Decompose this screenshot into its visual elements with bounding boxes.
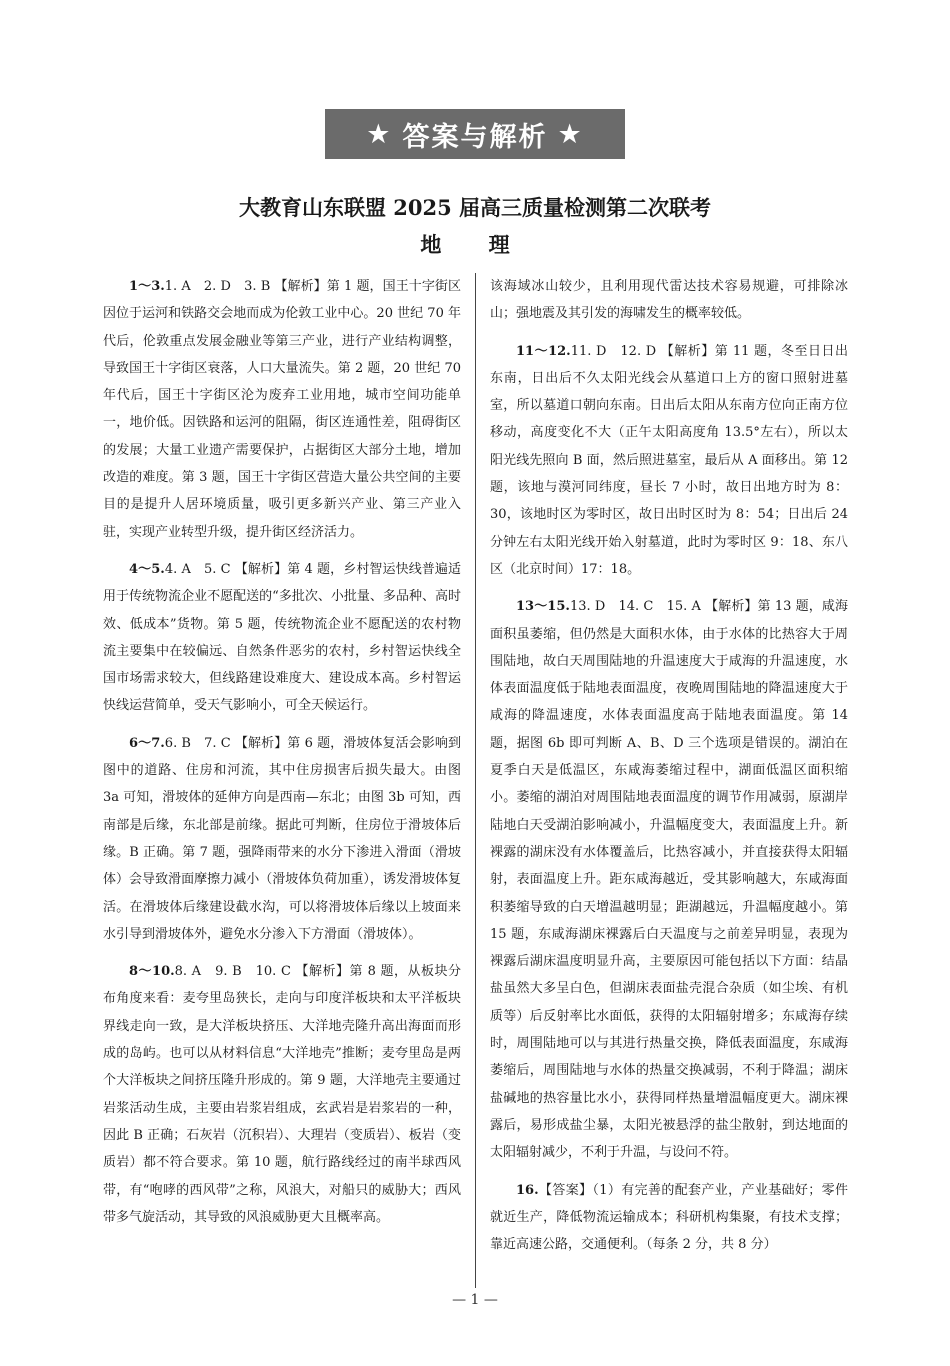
answer-text: 6. B 7. C 【解析】第 6 题，滑坡体复活会影响到图中的道路、住房和河流，其中住房损害后损失最大。由图 3a 可知，滑坡体的延伸方向是西南—东北；由图 3b 可知，西南部是后缘，东北部是前缘。据此可判断，住房位于滑坡体后缘。B 正确。第 7 题，强降雨带来的水分下渗进入滑面（滑坡体）会导致滑面摩擦力减小（滑坡体负荷加重），诱发滑坡体复活。在滑坡体后缘建设截水沟，可以将滑坡体后缘以上坡面来水引导到滑坡体外，避免水分渗入下方滑面（滑坡体）。 <box>103 735 461 942</box>
star-icon: ★ <box>557 118 584 150</box>
question-range: 11～12. <box>516 343 571 359</box>
answer-text: 11. D 12. D 【解析】第 11 题，冬至日日出东南，日出后不久太阳光线会从墓道口上方的窗口照射进墓室，所以墓道口朝向东南。日出后太阳从东南方位向正南方位移动，高度变化不大（正午太阳高度角 13.5°左右），所以太阳光线先照向 B 面，然后照进墓室，最后从 A 面移出。第 12 题，该地与漠河同纬度，昼长 7 小时，故日出地方时为 8：30，该地时区为零时区，故日出时区时为 8：54；日出后 24 分钟左右太阳光线开始入射墓道，此时为零时区 9：18、东八区（北京时间）17：18。 <box>490 343 848 577</box>
banner-text: 答案与解析 <box>402 121 548 153</box>
answer-paragraph <box>490 273 848 328</box>
exam-title: 大教育山东联盟 2025 届高三质量检测第二次联考 <box>238 195 712 220</box>
answer-text: 13. D 14. C 15. A 【解析】第 13 题，咸海面积虽萎缩，但仍然是大面积水体，由于水体的比热容大于周围陆地，故白天周围陆地的升温速度大于咸海的升温速度，水体表面温度低于陆地表面温度，夜晚周围陆地的降温速度大于咸海的降温速度，水体表面温度高于陆地表面温度。第 14 题，据图 6b 即可判断 A、B、D 三个选项是错误的。湖泊在夏季白天是低温区，东咸海萎缩过程中，湖面低温区面积缩小。萎缩的湖泊对周围陆地表面温度的调节作用减弱，原湖岸陆地白天受湖泊影响减小，升温幅度变大，表面温度上升。新裸露的湖床没有水体覆盖后，比热容减小，并直接获得太阳辐射，表面温度上升。距东咸海越近，受其影响越大，东咸海面积萎缩导致的白天增温越明显；距湖越远，升温幅度越小。第 15 题，东咸海湖床裸露后白天温度与之前差异明显，表现为裸露后湖床温度明显升高，主要原因可能包括以下方面：结晶盐虽然大多呈白色，但湖床表面盐壳混合杂质（如尘埃、有机质等）后反射率比水面低，获得的太阳辐射增多；东咸海存续时，周围陆地可以与其进行热量交换，降低表面温度，东咸海萎缩后，周围陆地与水体的热量交换减弱，不利于降温；湖床盐碱地的热容量比水小，获得同样热量增温幅度更大。湖床裸露后，易形成盐尘暴，太阳光被悬浮的盐尘散射，到达地面的太阳辐射减少，不利于升温，与设问不符。 <box>490 599 848 1161</box>
column-divider <box>475 273 476 1288</box>
question-range: 4～5. <box>129 561 165 577</box>
question-range: 1～3. <box>129 279 165 294</box>
question-range: 13～15. <box>516 599 570 615</box>
answer-paragraph <box>103 958 461 1231</box>
answer-paragraph <box>103 273 461 546</box>
answer-text: 【答案】（1）有完善的配套产业，产业基础好；零件就近生产，降低物流运输成本；科研机构集聚，有技术支撑；靠近高速公路，交通便利。（每条 2 分，共 8 分） <box>490 1182 848 1253</box>
subject-title: 地 理 <box>420 232 530 257</box>
answer-text: 8. A 9. B 10. C 【解析】第 8 题，从板块分布角度来看：麦夸里岛狭长，走向与印度洋板块和太平洋板块界线走向一致，是大洋板块挤压、大洋地壳隆升高出海面而形成的岛屿。也可以从材料信息“大洋地壳”推断；麦夸里岛是两个大洋板块之间挤压隆升形成的。第 9 题，大洋地壳主要通过岩浆活动生成，主要由岩浆岩组成，玄武岩是岩浆岩的一种，因此 B 正确；石灰岩（沉积岩）、大理岩（变质岩）、板岩（变质岩）都不符合要求。第 10 题，航行路线经过的南半球西风带，有“咆哮的西风带”之称，风浪大，对船只的威胁大；西风带多气旋活动，其导致的风浪威胁更大且概率高。 <box>103 964 461 1225</box>
answer-paragraph <box>490 338 848 584</box>
left-column <box>103 273 461 1241</box>
answer-text: 4. A 5. C 【解析】第 4 题，乡村智运快线普遍适用于传统物流企业不愿配送的“多批次、小批量、多品种、高时效、低成本”货物。第 5 题，传统物流企业不愿配送的农村物流主要集中在较偏远、自然条件恶劣的农村，乡村智运快线全国市场需求较大，但线路建设难度大、建设成本高。乡村智运快线运营简单，受天气影响小，可全天候运行。 <box>103 561 461 714</box>
question-range: 8～10. <box>129 964 175 980</box>
answer-paragraph <box>103 556 461 720</box>
question-range: 6～7. <box>129 735 165 751</box>
answer-paragraph <box>490 593 848 1166</box>
answer-paragraph <box>103 730 461 948</box>
answer-text: 1. A 2. D 3. B 【解析】第 1 题，国王十字街区因位于运河和铁路交会地而成为伦敦工业中心。20 世纪 70 年代后，伦敦重点发展金融业等第三产业，进行产业结构调整，导致国王十字街区衰落，人口大量流失。第 2 题，20 世纪 70 年代后，国王十字街区沦为废弃工业用地，城市空间功能单一，地价低。因铁路和运河的阻隔，街区连通性差，阻碍街区的发展；大量工业遗产需要保护，占据街区大部分土地，增加改造的难度。第 3 题，国王十字街区营造大量公共空间的主要目的是提升人居环境质量，吸引更多新兴产业、第三产业入驻，实现产业转型升级，提升街区经济活力。 <box>103 279 461 540</box>
answer-paragraph <box>490 1177 848 1259</box>
star-icon: ★ <box>366 118 393 150</box>
right-column <box>490 273 848 1268</box>
page-number: — 1 — <box>452 1292 498 1308</box>
answer-text: 该海域冰山较少，且利用现代雷达技术容易规避，可排除冰山；强地震及其引发的海啸发生的概率较低。 <box>490 279 848 322</box>
question-range: 16. <box>516 1182 539 1198</box>
answer-banner <box>325 109 625 159</box>
